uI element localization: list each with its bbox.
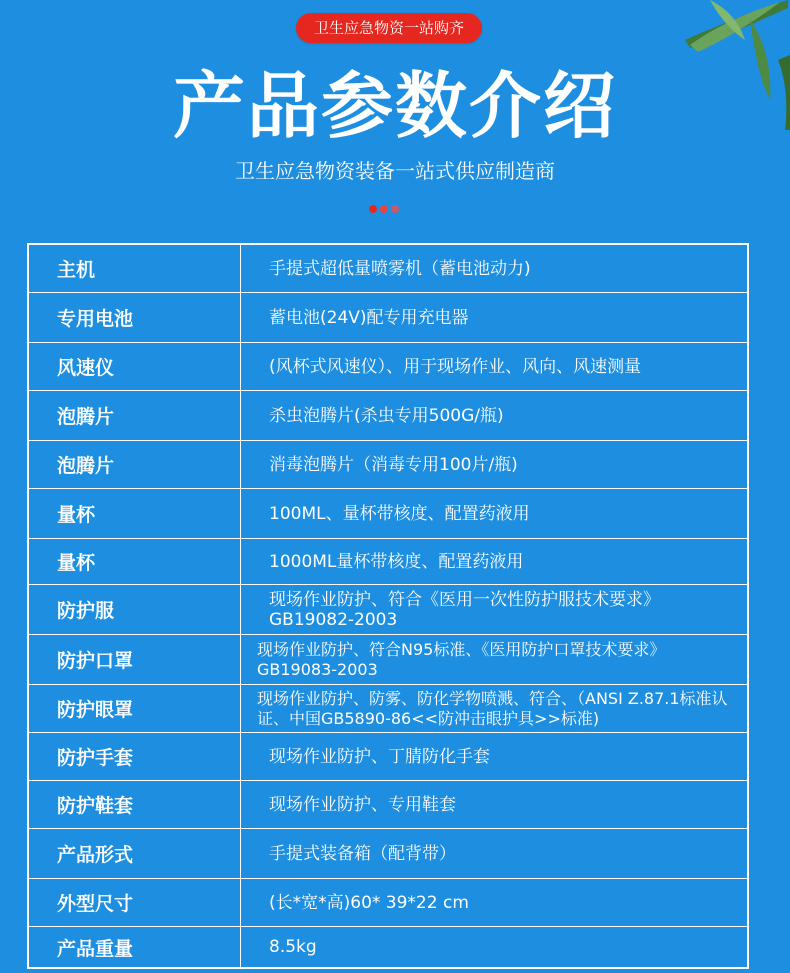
spec-label: 产品重量 bbox=[29, 927, 241, 967]
spec-label: 泡腾片 bbox=[29, 441, 241, 488]
spec-table bbox=[27, 243, 749, 969]
page-subtitle: 卫生应急物资装备一站式供应制造商 bbox=[235, 159, 555, 183]
spec-value: 现场作业防护、符合N95标准、《医用防护口罩技术要求》GB19083-2003 bbox=[257, 639, 666, 679]
table-row bbox=[29, 391, 747, 441]
spec-label: 主机 bbox=[29, 245, 241, 292]
spec-value: 手提式装备箱（配背带） bbox=[269, 843, 456, 864]
spec-value: 8.5kg bbox=[269, 937, 317, 957]
spec-label: 防护口罩 bbox=[29, 635, 241, 684]
spec-label: 泡腾片 bbox=[29, 391, 241, 440]
table-row bbox=[29, 781, 747, 829]
spec-label: 量杯 bbox=[29, 489, 241, 538]
spec-value: 现场作业防护、防雾、防化学物喷溅、符合、（ANSI Z.87.1标准认证、中国GB5890-86<<防冲击眼护具>>标准) bbox=[257, 688, 728, 728]
dot-icon bbox=[380, 205, 388, 213]
table-row bbox=[29, 343, 747, 391]
spec-label: 防护手套 bbox=[29, 733, 241, 780]
table-row bbox=[29, 489, 747, 539]
spec-value: 100ML、量杯带核度、配置药液用 bbox=[269, 503, 530, 524]
table-row bbox=[29, 635, 747, 685]
dot-icon bbox=[369, 205, 377, 213]
spec-label: 专用电池 bbox=[29, 293, 241, 342]
spec-value: 手提式超低量喷雾机（蓄电池动力) bbox=[269, 258, 531, 279]
spec-value: 现场作业防护、丁腈防化手套 bbox=[269, 746, 490, 767]
decorative-dots bbox=[369, 205, 409, 215]
spec-label: 外型尺寸 bbox=[29, 879, 241, 926]
spec-label: 风速仪 bbox=[29, 343, 241, 390]
spec-label: 产品形式 bbox=[29, 829, 241, 878]
spec-value: 1000ML量杯带核度、配置药液用 bbox=[269, 551, 524, 572]
spec-value: (风杯式风速仪）、用于现场作业、风向、风速测量 bbox=[269, 356, 642, 377]
promo-badge: 卫生应急物资一站购齐 bbox=[296, 13, 482, 43]
spec-value: 现场作业防护、专用鞋套 bbox=[269, 794, 456, 815]
table-row bbox=[29, 829, 747, 879]
spec-value: (长*宽*高)60* 39*22 cm bbox=[269, 892, 469, 913]
dot-icon bbox=[391, 205, 399, 213]
spec-value: 消毒泡腾片（消毒专用100片/瓶) bbox=[269, 454, 518, 475]
spec-value: 现场作业防护、符合《医用一次性防护服技术要求》GB19082-2003 bbox=[269, 589, 660, 630]
table-row bbox=[29, 927, 747, 967]
table-row bbox=[29, 293, 747, 343]
page-title: 产品参数介绍 bbox=[172, 64, 617, 148]
table-row bbox=[29, 879, 747, 927]
table-row bbox=[29, 539, 747, 585]
spec-label: 量杯 bbox=[29, 539, 241, 584]
spec-value: 蓄电池(24V)配专用充电器 bbox=[269, 307, 469, 328]
table-row bbox=[29, 685, 747, 733]
spec-label: 防护服 bbox=[29, 585, 241, 634]
spec-label: 防护眼罩 bbox=[29, 685, 241, 732]
table-row bbox=[29, 585, 747, 635]
table-row bbox=[29, 441, 747, 489]
spec-label: 防护鞋套 bbox=[29, 781, 241, 828]
table-row bbox=[29, 733, 747, 781]
spec-value: 杀虫泡腾片(杀虫专用500G/瓶) bbox=[269, 405, 504, 426]
table-row bbox=[29, 245, 747, 293]
